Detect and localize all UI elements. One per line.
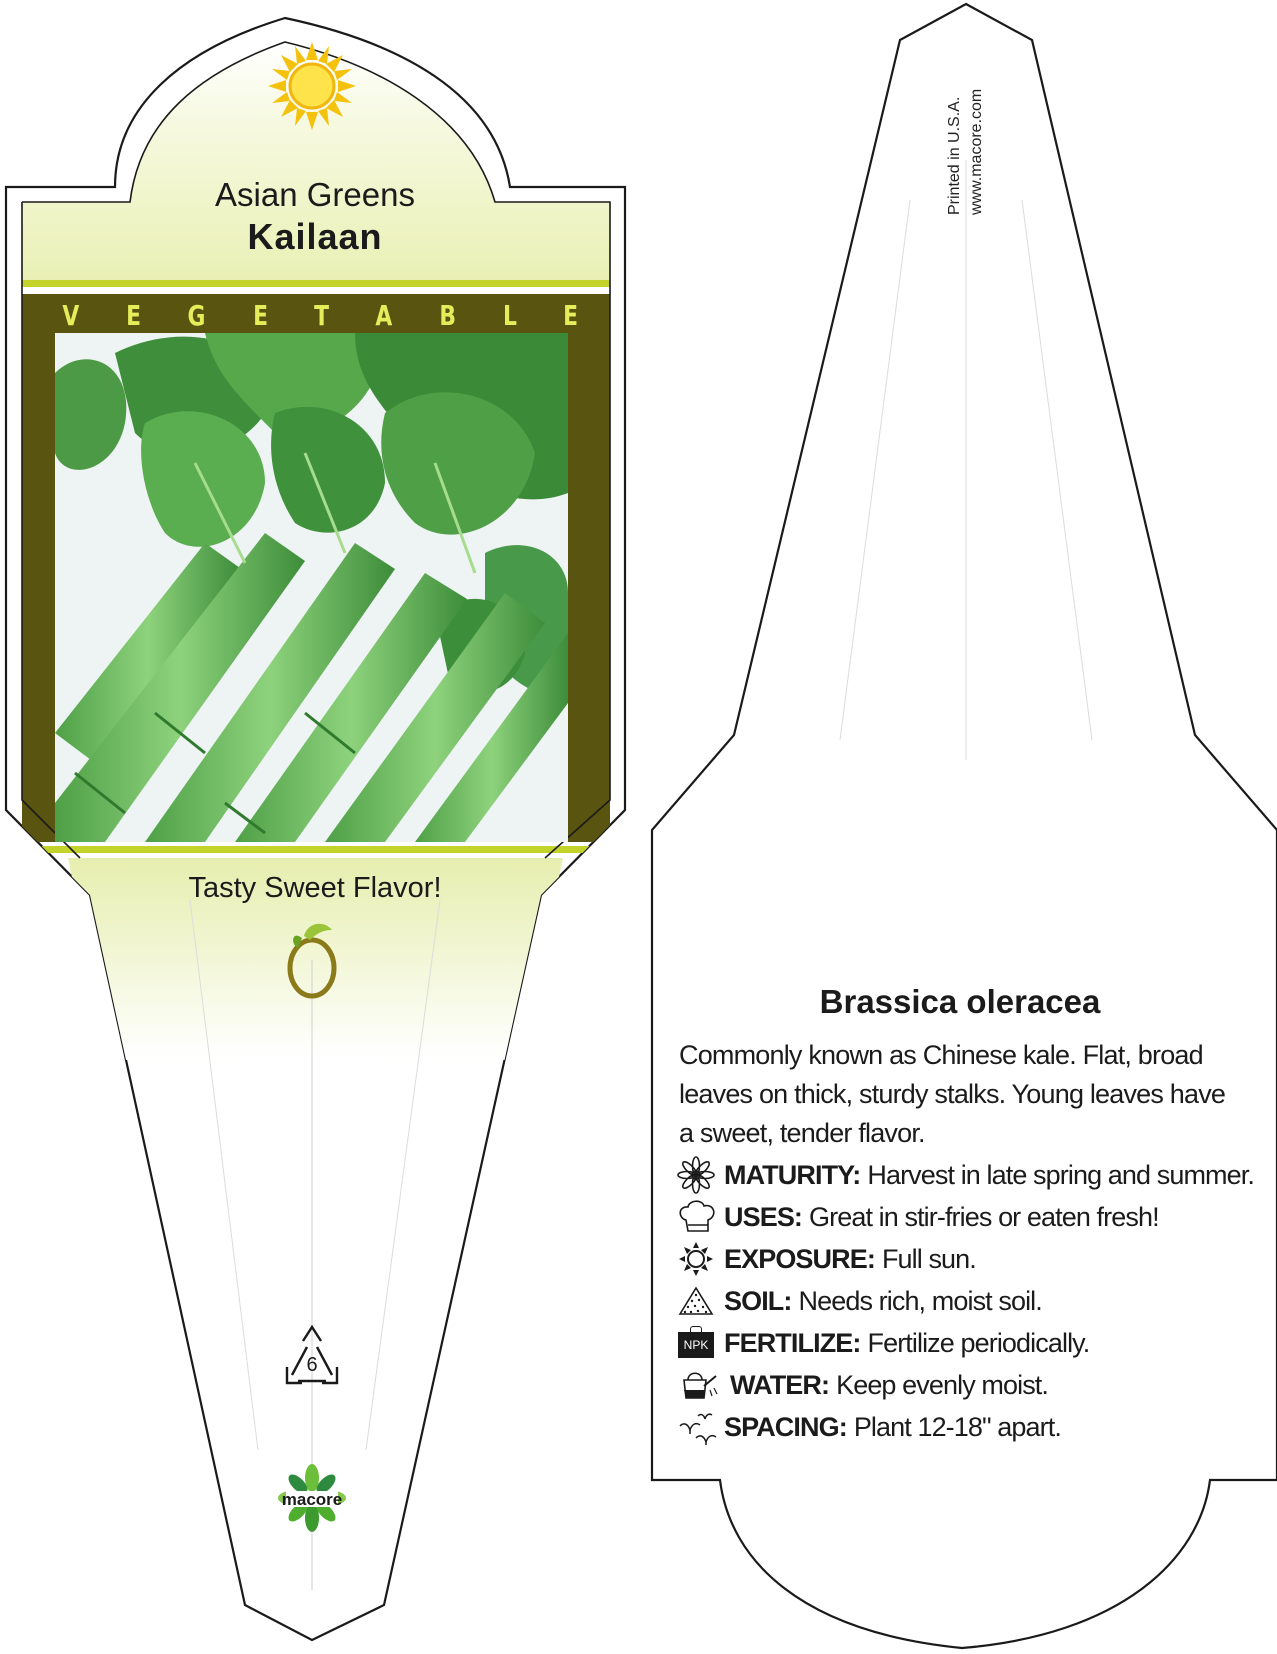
soil-text: Needs rich, moist soil. xyxy=(798,1285,1042,1316)
band-letter: G xyxy=(187,298,206,332)
care-row-maturity xyxy=(676,1154,1256,1196)
care-row-fertilize xyxy=(676,1322,1256,1364)
fertilize-text: Fertilize periodically. xyxy=(867,1327,1090,1358)
chef-hat-icon xyxy=(676,1198,720,1236)
brand-name: macore xyxy=(281,1490,343,1509)
vegetable-band xyxy=(22,297,610,333)
description: Commonly known as Chinese kale. Flat, broad leaves on thick, sturdy stalks. Young leaves have a sweet, tender flavor. xyxy=(679,1040,1226,1148)
tagline: Tasty Sweet Flavor! xyxy=(188,872,442,904)
recycle-code: 6 xyxy=(306,1354,318,1376)
band-letter: V xyxy=(62,298,80,332)
spacing-label: SPACING: xyxy=(724,1411,847,1442)
band-letter: T xyxy=(313,298,329,332)
band-letter: B xyxy=(439,298,457,332)
spacing-text: Plant 12-18" apart. xyxy=(853,1411,1061,1442)
exposure-label: EXPOSURE: xyxy=(724,1243,875,1274)
water-label: WATER: xyxy=(730,1369,830,1400)
water-text: Keep evenly moist. xyxy=(836,1369,1049,1400)
maturity-text: Harvest in late spring and summer. xyxy=(867,1159,1254,1190)
fertilize-label: FERTILIZE: xyxy=(724,1327,861,1358)
uses-text: Great in stir-fries or eaten fresh! xyxy=(809,1201,1159,1232)
sun-icon xyxy=(676,1240,720,1278)
care-row-exposure xyxy=(676,1238,1256,1280)
uses-label: USES: xyxy=(724,1201,803,1232)
sun-icon xyxy=(268,42,356,130)
care-row-uses xyxy=(676,1196,1256,1238)
kailaan-photo xyxy=(55,333,568,842)
band-letter: A xyxy=(375,298,393,332)
website-label: www.macore.com xyxy=(968,88,985,215)
band-letter: E xyxy=(126,298,141,332)
category-label: Asian Greens xyxy=(215,176,415,213)
flower-icon xyxy=(676,1156,720,1194)
band-letter: E xyxy=(252,298,268,332)
care-row-water xyxy=(676,1364,1256,1406)
printed-info xyxy=(946,60,996,220)
band-letter: L xyxy=(502,298,517,332)
seedlings-icon xyxy=(676,1408,720,1446)
scientific-name: Brassica oleracea xyxy=(819,983,1101,1020)
care-list xyxy=(676,1154,1256,1448)
npk-icon: NPK xyxy=(676,1324,720,1362)
care-row-soil xyxy=(676,1280,1256,1322)
printed-in-label: Printed in U.S.A. xyxy=(946,96,963,215)
care-row-spacing xyxy=(676,1406,1256,1448)
variety-name: Kailaan xyxy=(247,216,383,257)
maturity-label: MATURITY: xyxy=(724,1159,861,1190)
exposure-text: Full sun. xyxy=(881,1243,976,1274)
soil-label: SOIL: xyxy=(724,1285,792,1316)
watering-can-icon xyxy=(676,1366,720,1404)
soil-icon xyxy=(676,1282,720,1320)
band-letter: E xyxy=(562,298,578,332)
